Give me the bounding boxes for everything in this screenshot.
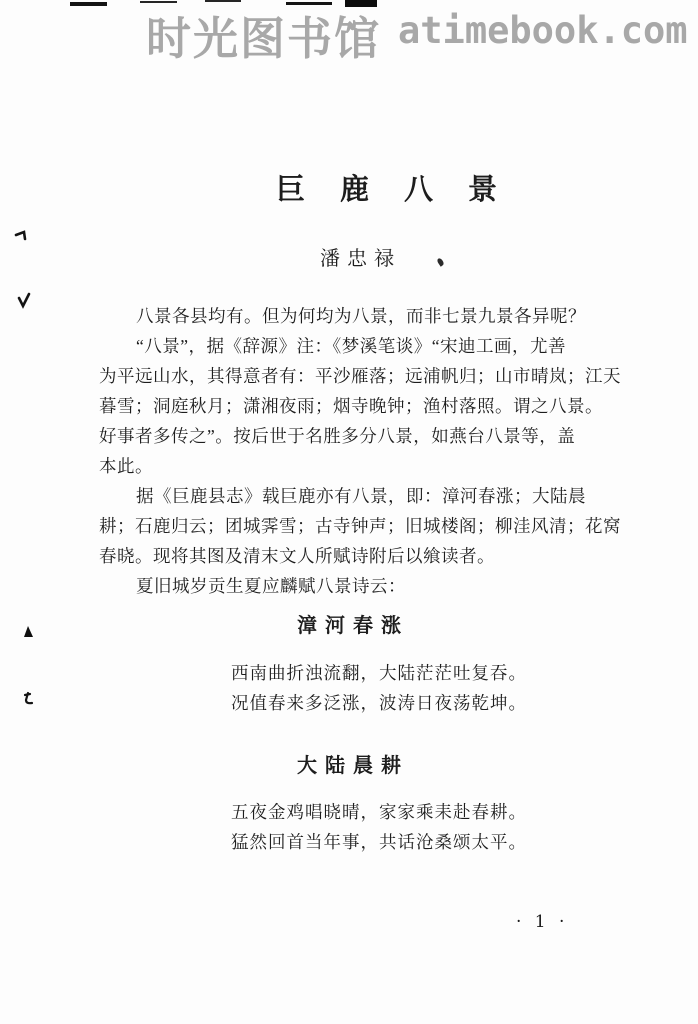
scan-mark-top-bar-5 — [345, 0, 377, 7]
article-title: 巨鹿八景 — [276, 174, 533, 206]
poem-line: 五夜金鸡唱晓晴，家家乘耒赴春耕。 — [231, 802, 527, 822]
paragraph-line: 暮雪；洞庭秋月；潇湘夜雨；烟寺晚钟；渔村落照。谓之八景。 — [99, 396, 603, 416]
paragraph-line: 好事者多传之”。按后世于名胜多分八景，如燕台八景等，盖 — [99, 426, 576, 446]
scan-mark-left-hook — [14, 228, 30, 244]
poem — [231, 658, 527, 718]
poem-heading: 大陆晨耕 — [297, 755, 409, 777]
scan-mark-top-dash-2 — [140, 1, 177, 3]
poem-line: 猛然回首当年事，共话沧桑颂太平。 — [231, 832, 527, 852]
paragraph-line: “八景”，据《辞源》注：《梦溪笔谈》“宋迪工画，尤善 — [136, 336, 567, 356]
paragraph-line: 据《巨鹿县志》载巨鹿亦有八景，即：漳河春涨；大陆晨 — [136, 486, 586, 506]
scan-mark-top-dash-4 — [286, 2, 332, 5]
page-number: · 1 · — [516, 912, 569, 932]
scan-mark-left-squiggle — [21, 691, 36, 708]
article-body — [99, 301, 639, 601]
watermark-domain: atimebook.com — [398, 9, 688, 52]
poem — [231, 797, 527, 857]
paragraph-line: 为平远山水，其得意者有：平沙雁落；远浦帆归；山市晴岚；江天 — [99, 366, 621, 386]
article-author: 潘忠禄 — [320, 248, 401, 270]
scan-mark-top-bar-1 — [70, 2, 107, 6]
paragraph-line: 春晓。现将其图及清末文人所赋诗附后以飨读者。 — [99, 546, 495, 566]
poem-line: 西南曲折浊流翻，大陆茫茫吐复吞。 — [231, 663, 527, 683]
scan-mark-left-check — [17, 292, 32, 309]
scan-mark-comma — [436, 257, 445, 266]
watermark-site-name: 时光图书馆 — [146, 12, 382, 65]
paragraph-line: 八景各县均有。但为何均为八景，而非七景九景各异呢？ — [136, 306, 586, 326]
paragraph-line: 耕；石鹿归云；团城霁雪；古寺钟声；旧城楼阁；柳洼风清；花窝 — [99, 516, 621, 536]
poem-line: 况值春来多泛涨，波涛日夜荡乾坤。 — [231, 693, 527, 713]
paragraph-line: 本此。 — [99, 456, 153, 476]
paragraph-line: 夏旧城岁贡生夏应麟赋八景诗云： — [136, 576, 406, 596]
scan-mark-top-dash-3 — [205, 0, 241, 2]
poem-heading: 漳河春涨 — [297, 615, 409, 637]
